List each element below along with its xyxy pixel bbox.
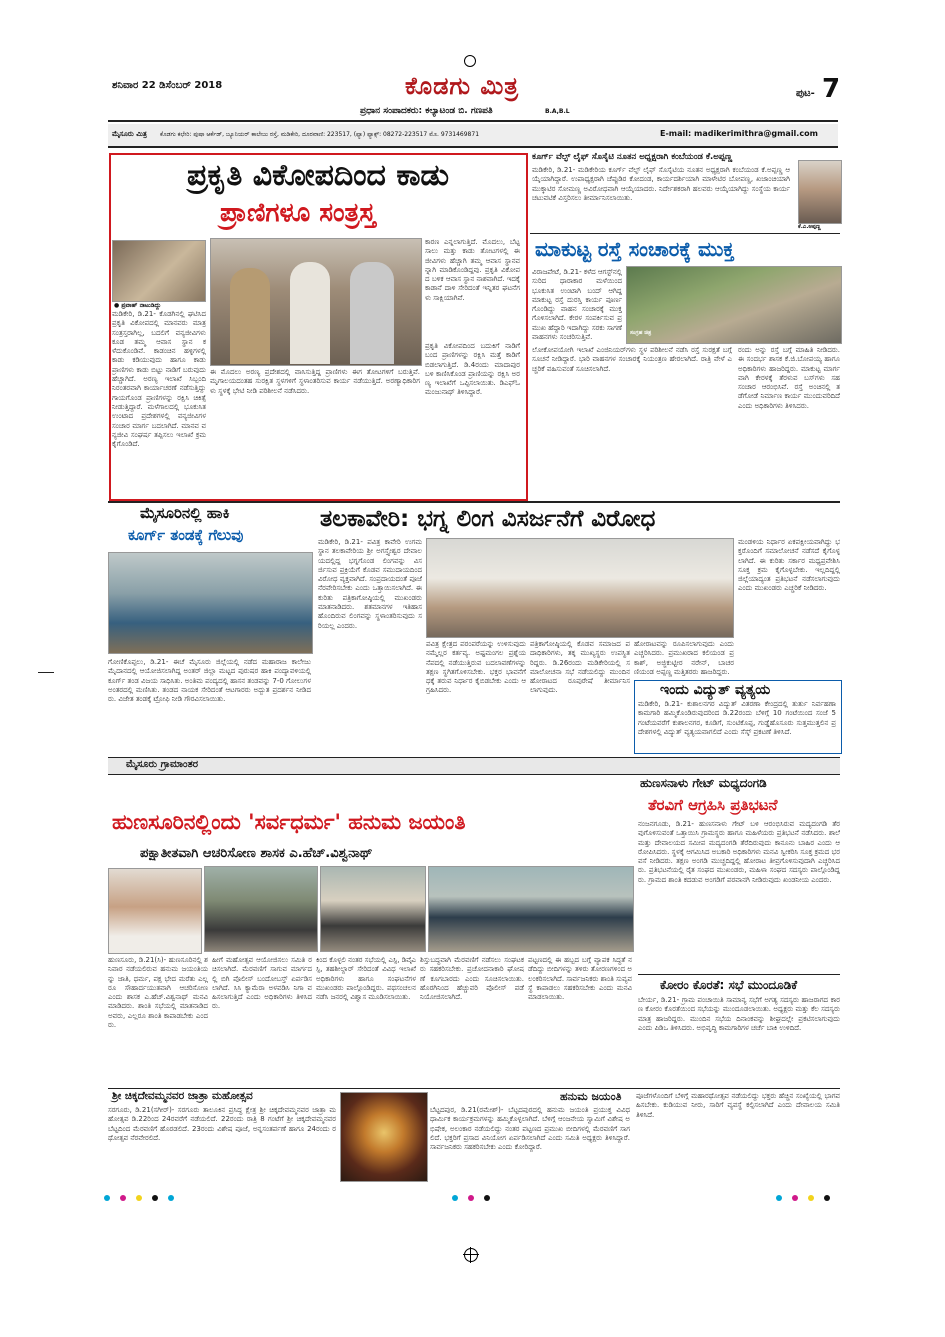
story9-headline: ಶ್ರೀ ಚಿಕ್ಕದೇವಮ್ಮನವರ ಜಾತ್ರಾ ಮಹೋತ್ಸವ [112, 1090, 253, 1102]
color-dot-icon [120, 1195, 126, 1201]
story1-body-3: ಕಾರಣ ಎನ್ನಲಾಗುತ್ತಿದೆ. ಮೊದಲು, ಬೆಟ್ಟ ಸಾಲು ಮತ್ತು ಕಾಡು ತೋಟಗಳಲ್ಲಿ ಈ ಜೀವಿಗಳು ಹೆಚ್ಚಾಗಿ ತಮ್ಮ ಆವಾಸ ಸ್ಥಾನವನ್ನಾಗಿ ಮಾಡಿಕೊಂಡಿದ್ದವು. ಪ್ರಕೃತಿ ವಿಕೋಪದ ಬಳಿಕ ಆವಾಸ ಸ್ಥಾನ ನಾಶವಾಗಿದೆ. ಇದಕ್ಕೆ ಕಾಡಾನೆ ದಾಳಿ ಸೇರಿದಂತೆ ಇನ್ನಿತರ ಘಟನೆಗಳು ಸಾಕ್ಷಿಯಾಗಿವೆ. [425, 238, 520, 302]
story3-caption: ಸಂಗ್ರಹ ಚಿತ್ರ [630, 330, 652, 336]
color-dot-icon [792, 1195, 798, 1201]
story5-body-3: ಪತ್ರಿಕಾಗೋಷ್ಠಿಯಲ್ಲಿ ಕೊಡವ ಸಮಾಜದ ಪದಾಧಿಕಾರಿಗಳು, ತಕ್ಕ ಮುಖ್ಯಸ್ಥರು ಉಪಸ್ಥಿತರಿದ್ದರು. ಡಿ.26ರಂದು ಮಡಿಕೇರಿಯಲ್ಲಿ ಸಮಾಲೋಚನಾ ಸಭೆ ನಡೆಯಲಿದ್ದು ಮುಂದಿನ ಹೋರಾಟದ ರೂಪುರೇಷೆ ತೀರ್ಮಾನಿಸಲಾಗುವುದು. [530, 640, 630, 695]
story5-body-4: ಹೋರಾಟವನ್ನು ರೂಪಿಸಲಾಗುವುದು ಎಂದು ಎಚ್ಚರಿಸಿದರು. ಪ್ರಮುಖರಾದ ಕಲಿಯಂಡ ಪ್ರಕಾಶ್, ಅಜ್ಜಿಕುಟ್ಟೀರ ನರೇನ್, ಬಾಚರಣಿಯಂಡ ಅಪ್ಪಣ್ಣ ಮತ್ತಿತರರು ಹಾಜರಿದ್ದರು. [634, 640, 734, 676]
story1-body-2: ಈ ಮೊದಲು ಅರಣ್ಯ ಪ್ರದೇಶದಲ್ಲಿ ವಾಸಿಸುತ್ತಿದ್ದ ಪ್ರಾಣಿಗಳು ಈಗ ತೋಟಗಳಿಗೆ ಬರುತ್ತಿವೆ. ಮೃಗಾಲಯದಂತಹ ಸುರಕ್ಷಿತ ಸ್ಥಳಗಳಿಗೆ ಸ್ಥಳಾಂತರಿಸುವ ಕಾರ್ಯ ನಡೆಯುತ್ತಿದೆ. ಅರಣ್ಯಾಧಿಕಾರಿಗಳು ಸ್ಥಳಕ್ಕೆ ಭೇಟಿ ನೀಡಿ ಪರಿಶೀಲನೆ ನಡೆಸಿದರು. [210, 368, 420, 395]
masthead-title: ಕೊಡಗು ಮಿತ್ರ [405, 72, 520, 100]
story8-body: ನಂಜನಗೂಡು, ಡಿ.21- ಹುಣಸನಾಳು ಗೇಟ್ ಬಳಿ ಆರಂಭಿಸಿರುವ ಮದ್ಯದಂಗಡಿ ತೆರವುಗೊಳಿಸುವಂತೆ ಒತ್ತಾಯಿಸಿ ಗ್ರಾಮಸ್ಥರು ಹಾಗೂ ಮಹಿಳೆಯರು ಪ್ರತಿಭಟನೆ ನಡೆಸಿದರು. ಶಾಲೆ ಮತ್ತು ದೇವಾಲಯದ ಸಮೀಪ ಮದ್ಯದಂಗಡಿ ತೆರೆದಿರುವುದು ಕಾನೂನು ಬಾಹಿರ ಎಂದು ಆರೋಪಿಸಿದರು. ಸ್ಥಳಕ್ಕೆ ಆಗಮಿಸಿದ ಅಬಕಾರಿ ಅಧಿಕಾರಿಗಳು ಮನವಿ ಸ್ವೀಕರಿಸಿ ಸೂಕ್ತ ಕ್ರಮದ ಭರವಸೆ ನೀಡಿದರು. ತಕ್ಷಣ ಅಂಗಡಿ ಮುಚ್ಚದಿದ್ದಲ್ಲಿ ಹೋರಾಟ ತೀವ್ರಗೊಳಿಸುವುದಾಗಿ ಎಚ್ಚರಿಸಿದರು. ಪ್ರತಿಭಟನೆಯಲ್ಲಿ ರೈತ ಸಂಘದ ಮುಖಂಡರು, ಮಹಿಳಾ ಸಂಘದ ಸದಸ್ಯರು ಪಾಲ್ಗೊಂಡಿದ್ದರು. ಗ್ರಾಮದ ಶಾಂತಿ ಕದಡುವ ಅಂಗಡಿಗೆ ಪರವಾನಗಿ ನೀಡಿರುವುದು ಖಂಡನೀಯ ಎಂದರು. [638, 820, 840, 884]
story1-body-1: ಮಡಿಕೇರಿ, ಡಿ.21- ಕೊಡಗಿನಲ್ಲಿ ಘಟಿಸಿದ ಪ್ರಕೃತಿ ವಿಕೋಪದಲ್ಲಿ ಮಾನವರು ಮಾತ್ರ ಸಂತ್ರಸ್ತರಾಗಿಲ್ಲ, ಬದಲಿಗೆ ವನ್ಯಜೀವಿಗಳು ಕೂಡ ತಮ್ಮ ಆವಾಸ ಸ್ಥಾನ ಕಳೆದುಕೊಂಡಿವೆ. ಕಾಡಂಚಿನ ಹಳ್ಳಿಗಳಲ್ಲಿ ಕಾಡು ಕಡಿಯುವುದು ಹಾಗೂ ಕಾಡು ಪ್ರಾಣಿಗಳು ಕಾಡು ಬಿಟ್ಟು ನಾಡಿಗೆ ಬರುವುದು ಹೆಚ್ಚಾಗಿದೆ. ಅರಣ್ಯ ಇಲಾಖೆ ಸಿಬ್ಬಂದಿ ನಿರಂತರವಾಗಿ ಕಾರ್ಯಾಚರಣೆ ನಡೆಸುತ್ತಿದ್ದು ಗಾಯಗೊಂಡ ಪ್ರಾಣಿಗಳನ್ನು ರಕ್ಷಿಸಿ ಚಿಕಿತ್ಸೆ ನೀಡುತ್ತಿದ್ದಾರೆ. ಮಳೆಗಾಲದಲ್ಲಿ ಭೂಕುಸಿತ ಉಂಟಾದ ಪ್ರದೇಶಗಳಲ್ಲಿ ವನ್ಯಜೀವಿಗಳ ಸಂಚಾರ ಮಾರ್ಗ ಬದಲಾಗಿದೆ. ಮಾನವ ವನ್ಯಜೀವಿ ಸಂಘರ್ಷ ತಪ್ಪಿಸಲು ಇಲಾಖೆ ಕ್ರಮ ಕೈಗೊಂಡಿದೆ. [112, 310, 206, 449]
color-dot-icon [468, 1195, 474, 1201]
page-number: 7 [822, 74, 841, 104]
story9-photo-idol [340, 1092, 428, 1182]
story3-body-3: ರಂದು ಅನ್ನು ರಸ್ತೆ ಬಗ್ಗೆ ಮಾಹಿತಿ ನೀಡಿದರು. ಈ ಸಂದರ್ಭ ಶಾಸಕ ಕೆ.ಜಿ.ಬೋಪಯ್ಯ ಹಾಗೂ ಅಧಿಕಾರಿಗಳು ಹಾಜರಿದ್ದರು. ಮಾಕುಟ್ಟ ಮಾರ್ಗವಾಗಿ ಕೇರಳಕ್ಕೆ ತೆರಳುವ ಬಸ್‌ಗಳು ಸಹ ಸಂಚಾರ ಆರಂಭಿಸಿವೆ. ರಸ್ತೆ ಅಂಚಿನಲ್ಲಿ ತಡೆಗೋಡೆ ನಿರ್ಮಾಣ ಕಾರ್ಯ ಮುಂದುವರಿದಿದೆ ಎಂದು ಅಧಿಕಾರಿಗಳು ತಿಳಿಸಿದರು. [738, 346, 840, 410]
registration-mark-icon [464, 55, 476, 67]
story4-body: ಗೋಣಿಕೊಪ್ಪಲು, ಡಿ.21- ಈಚೆ ಮೈಸೂರು ಜಿಲ್ಲೆಯಲ್ಲಿ ನಡೆದ ಮಹಾರಾಜ ಕಾಲೇಜು ಮೈದಾನದಲ್ಲಿ ಆಯೋಜಿಸಲಾಗಿದ್ದ ಅಂತರ್ ಜಿಲ್ಲಾ ಮಟ್ಟದ ಪುರುಷರ ಹಾಕಿ ಪಂದ್ಯಾವಳಿಯಲ್ಲಿ ಕೂರ್ಗ್ ತಂಡ ವಿಜಯ ಸಾಧಿಸಿತು. ಅಂತಿಮ ಪಂದ್ಯದಲ್ಲಿ ಹಾಸನ ತಂಡವನ್ನು 7-0 ಗೋಲುಗಳ ಅಂತರದಲ್ಲಿ ಮಣಿಸಿತು. ತಂಡದ ನಾಯಕ ಸೇರಿದಂತೆ ಆಟಗಾರರು ಅದ್ಭುತ ಪ್ರದರ್ಶನ ನೀಡಿದರು. ವಿಜೇತ ತಂಡಕ್ಕೆ ಟ್ರೋಫಿ ನೀಡಿ ಗೌರವಿಸಲಾಯಿತು. [108, 658, 311, 704]
story1-photo-figure-3 [350, 262, 394, 364]
story3-body-2: ಲೋಕೋಪಯೋಗಿ ಇಲಾಖೆ ಎಂಜಿನಿಯರ್‌ಗಳು ಸ್ಥಳ ಪರಿಶೀಲನೆ ನಡೆಸಿ ರಸ್ತೆ ಸುರಕ್ಷತೆ ಬಗ್ಗೆ ಸೂಚನೆ ನೀಡಿದ್ದಾರೆ. ಭಾರಿ ವಾಹನಗಳ ಸಂಚಾರಕ್ಕೆ ನಿಯಂತ್ರಣ ಹೇರಲಾಗಿದೆ. ರಾತ್ರಿ ವೇಳೆ ಎಚ್ಚರಿಕೆ ವಹಿಸುವಂತೆ ಸೂಚಿಸಲಾಗಿದೆ. [532, 346, 732, 373]
story8-headline-2: ತೆರವಿಗೆ ಆಗ್ರಹಿಸಿ ಪ್ರತಿಭಟನೆ [648, 796, 778, 814]
story2-caption: ಕೆ.ಎ.ಅಪ್ಪಣ್ಣ [798, 224, 821, 230]
story2-rule [530, 233, 840, 234]
margin-tick [38, 672, 54, 673]
story4-photo-team [108, 552, 313, 654]
color-dot-icon [152, 1195, 158, 1201]
strip-office: ಕೊಡಗು ಕಛೇರಿ: ಪುಷಾ ಆರ್ಕೆಡ್, ಜ್ಯೂನಿಯರ್ ಕಾಲೇಜು ರಸ್ತೆ, ಮಡಿಕೇರಿ, ದೂರವಾಣಿ: 223517, (ಫ್ಯಾ) ಫ್ಯಾಕ್ಸ್: 08272-223517 ಮೊ. 9731469871 [160, 131, 480, 138]
story10-body: ಬೆಟ್ಟದಪುರ, ಡಿ.21(ರಮೇಶ್)- ಬೆಟ್ಟದಪುರದಲ್ಲಿ ಹನುಮ ಜಯಂತಿ ಪ್ರಯುಕ್ತ ವಿವಿಧ ಧಾರ್ಮಿಕ ಕಾರ್ಯಕ್ರಮಗಳನ್ನು ಹಮ್ಮಿಕೊಳ್ಳಲಾಗಿದೆ. ಬೆಳಿಗ್ಗೆ ಆಂಜನೇಯ ಸ್ವಾಮಿಗೆ ವಿಶೇಷ ಅಭಿಷೇಕ, ಅಲಂಕಾರ ನಡೆಯಲಿದ್ದು ನಂತರ ಪಟ್ಟಣದ ಪ್ರಮುಖ ಬೀದಿಗಳಲ್ಲಿ ಮೆರವಣಿಗೆ ಸಾಗಲಿದೆ. ಭಕ್ತರಿಗೆ ಪ್ರಸಾದ ವಿನಿಯೋಗ ಏರ್ಪಡಿಸಲಾಗಿದೆ ಎಂದು ಸಮಿತಿ ಅಧ್ಯಕ್ಷರು ತಿಳಿಸಿದ್ದಾರೆ. ಸಾರ್ವಜನಿಕರು ಸಹಕರಿಸಬೇಕು ಎಂದು ಕೋರಿದ್ದಾರೆ. [430, 1106, 630, 1152]
story3-body-1: ವಿರಾಜಪೇಟೆ, ಡಿ.21- ಕಳೆದ ಆಗಸ್ಟ್‌ನಲ್ಲಿ ಸುರಿದ ಧಾರಾಕಾರ ಮಳೆಯಿಂದ ಭೂಕುಸಿತ ಉಂಟಾಗಿ ಬಂದ್ ಆಗಿದ್ದ ಮಾಕುಟ್ಟ ರಸ್ತೆ ದುರಸ್ತಿ ಕಾರ್ಯ ಪೂರ್ಣಗೊಂಡಿದ್ದು ವಾಹನ ಸಂಚಾರಕ್ಕೆ ಮುಕ್ತಗೊಳಿಸಲಾಗಿದೆ. ಕೇರಳ ಸಂಪರ್ಕಿಸುವ ಪ್ರಮುಖ ಹೆದ್ದಾರಿ ಇದಾಗಿದ್ದು ಸರಕು ಸಾಗಣೆ ವಾಹನಗಳು ಸಂಚರಿಸುತ್ತಿವೆ. [532, 268, 622, 342]
strip-email: E-mail: madikerimithra@gmail.com [660, 129, 818, 138]
masthead-rule [108, 120, 838, 122]
story9-body: ಸರಗೂರು, ಡಿ.21(ಸಗೀರ್)- ಸರಗೂರು ತಾಲೂಕಿನ ಪ್ರಸಿದ್ಧ ಕ್ಷೇತ್ರ ಶ್ರೀ ಚಿಕ್ಕದೇವಮ್ಮನವರ ಜಾತ್ರಾ ಮಹೋತ್ಸವ ಡಿ.22ರಿಂದ 24ರವರೆಗೆ ನಡೆಯಲಿದೆ. 22ರಂದು ರಾತ್ರಿ 8 ಗಂಟೆಗೆ ಶ್ರೀ ಚಿಕ್ಕದೇವಮ್ಮನವರ ಬೆಟ್ಟದಿಂದ ಮೆರವಣಿಗೆ ಹೊರಡಲಿದೆ. 23ರಂದು ವಿಶೇಷ ಪೂಜೆ, ಅನ್ನಸಂತರ್ಪಣೆ ಹಾಗೂ 24ರಂದು ರಥೋತ್ಸವ ನೆರವೇರಲಿದೆ. [108, 1106, 336, 1142]
story8-rule [638, 974, 840, 975]
color-dot-icon [776, 1195, 782, 1201]
story2-body: ಮಡಿಕೇರಿ, ಡಿ.21- ಮಡಿಕೇರಿಯ ಕೂರ್ಗ್ ವೆಲ್ಫ್ ಲೈಫ್ ಸೊಸೈಟಿಯ ನೂತನ ಅಧ್ಯಕ್ಷರಾಗಿ ಕಂಬೆಯಂಡ ಕೆ.ಅಪ್ಪಣ್ಣ ಆಯ್ಕೆಯಾಗಿದ್ದಾರೆ. ಉಪಾಧ್ಯಕ್ಷರಾಗಿ ಚೆಪ್ಪುಡಿರ ಕೋದಂಡ, ಕಾರ್ಯದರ್ಶಿಯಾಗಿ ಮಾಳೇಟಿರ ಬೋಪಣ್ಣ, ಖಜಾಂಚಿಯಾಗಿ ಮುಕ್ಕಾಟಿರ ಸೋಮಣ್ಣ ಅವಿರೋಧವಾಗಿ ಆಯ್ಕೆಯಾದರು. ನಿರ್ದೇಶಕರಾಗಿ ಹಲವರು ಆಯ್ಕೆಯಾಗಿದ್ದು ಸಂಸ್ಥೆಯ ಕಾರ್ಯ ಚಟುವಟಿಕೆ ವಿಸ್ತರಿಸಲು ತೀರ್ಮಾನಿಸಲಾಯಿತು. [532, 166, 790, 202]
story7-body-4: ಶಿಸ್ತುಬದ್ಧವಾಗಿ ಮೆರವಣಿಗೆ ನಡೆಸಲು ಸಂಘಟಕರು ಸಹಕರಿಸಬೇಕು. ಪ್ರಚೋದನಾಕಾರಿ ಘೋಷಣೆ ಕೂಗಬಾರದು ಎಂದು ಸೂಚಿಸಲಾಯಿತು. ಹೊರಗಿನಿಂದ ಹೆಚ್ಚುವರಿ ಪೊಲೀಸ್ ಪಡೆ ನಿಯೋಜಿಸಲಾಗಿದೆ. [420, 956, 524, 1002]
story7-photo-march-1 [204, 866, 318, 952]
story7-body-2: ಹೀಗೆ ಮಹೋತ್ಸವ ಆಯೋಜಿಸಲು ಸಮಿತಿ ರಚಿಸಲಾಗಿದೆ. ಮೆರವಣಿಗೆ ಸಾಗುವ ಮಾರ್ಗದಲ್ಲಿ ಬಿಗಿ ಪೊಲೀಸ್ ಬಂದೋಬಸ್ತ್ ಏರ್ಪಡಿಸಲಾಗಿದೆ. ಸಿಸಿ ಕ್ಯಾಮೆರಾ ಅಳವಡಿಸಿ ನಿಗಾ ವಹಿಸಲಾಗುತ್ತಿದೆ ಎಂದು ಅಧಿಕಾರಿಗಳು ತಿಳಿಸಿದರು. [212, 956, 312, 1011]
story7-body-5: ಪಟ್ಟಣದಲ್ಲಿ ಈ ಹಬ್ಬದ ಬಗ್ಗೆ ವ್ಯಾಪಕ ಸಿದ್ಧತೆ ನಡೆದಿದ್ದು ಬೀದಿಗಳನ್ನು ತಳಿರು ತೋರಣಗಳಿಂದ ಅಲಂಕರಿಸಲಾಗಿದೆ. ಸಾರ್ವಜನಿಕರು ಶಾಂತಿ ಸುವ್ಯವಸ್ಥೆ ಕಾಪಾಡಲು ಸಹಕರಿಸಬೇಕು ಎಂದು ಮನವಿ ಮಾಡಲಾಯಿತು. [528, 956, 632, 1002]
story1-body-4: ಪ್ರಕೃತಿ ವಿಕೋಪದಿಂದ ಬದುಕಿಗೆ ನಾಡಿಗೆ ಬಂದ ಪ್ರಾಣಿಗಳನ್ನು ರಕ್ಷಿಸಿ ಮತ್ತೆ ಕಾಡಿಗೆ ಬಿಡಲಾಗುತ್ತಿದೆ. ಡಿ.4ರಂದು ಮಾದಾಪುರ ಬಳಿ ಕಾಣಿಸಿಕೊಂಡ ಪ್ರಾಣಿಯನ್ನು ರಕ್ಷಿಸಿ ಅರಣ್ಯ ಇಲಾಖೆಗೆ ಒಪ್ಪಿಸಲಾಯಿತು. ಡಿಎಫ್‌ಓ ಮಂಜುನಾಥ್ ತಿಳಿಸಿದ್ದಾರೆ. [425, 342, 520, 397]
color-dot-icon [452, 1195, 458, 1201]
masthead-date: ಶನಿವಾರ 22 ಡಿಸೆಂಬರ್ 2018 [112, 80, 223, 91]
color-dot-icon [104, 1195, 110, 1201]
color-dot-icon [136, 1195, 142, 1201]
strip-name: ಮೈಸೂರು ಮಿತ್ರ [112, 130, 147, 138]
story6-headline: ಇಂದು ವಿದ್ಯುತ್ ವ್ಯತ್ಯಯ [660, 682, 771, 698]
story3-headline: ಮಾಕುಟ್ಟ ರಸ್ತೆ ಸಂಚಾರಕ್ಕೆ ಮುಕ್ತ [535, 237, 735, 261]
story7-headline: ಹುಣಸೂರಿನಲ್ಲಿಂದು 'ಸರ್ವಧರ್ಮ' ಹನುಮ ಜಯಂತಿ [112, 810, 466, 834]
story1-photo-figure-2 [290, 262, 330, 364]
story1-photo-animal [112, 240, 206, 302]
story6-body: ಮಡಿಕೇರಿ, ಡಿ.21- ಕುಶಾಲನಗರ ವಿದ್ಯುತ್ ವಿತರಣಾ ಕೇಂದ್ರದಲ್ಲಿ ತುರ್ತು ನಿರ್ವಹಣಾ ಕಾಮಗಾರಿ ಹಮ್ಮಿಕೊಂಡಿರುವುದರಿಂದ ಡಿ.22ರಂದು ಬೆಳಿಗ್ಗೆ 10 ಗಂಟೆಯಿಂದ ಸಂಜೆ 5 ಗಂಟೆಯವರೆಗೆ ಕುಶಾಲನಗರ, ಕೂಡಿಗೆ, ಸುಂಟಿಕೊಪ್ಪ, ಗುಡ್ಡೆಹೊಸೂರು ಸುತ್ತಮುತ್ತಲಿನ ಪ್ರದೇಶಗಳಲ್ಲಿ ವಿದ್ಯುತ್ ವ್ಯತ್ಯಯವಾಗಲಿದೆ ಎಂದು ಸೆಸ್ಕ್ ಪ್ರಕಟಣೆ ತಿಳಿಸಿದೆ. [638, 700, 836, 736]
color-dot-icon [168, 1195, 174, 1201]
row3-rule [108, 1088, 840, 1089]
story8-sub-headline: ಕೋರಂ ಕೊರತೆ: ಸಭೆ ಮುಂದೂಡಿಕೆ [660, 978, 798, 992]
story5-body-5: ಮಂಡಳಿಯ ನಿರ್ಧಾರ ಏಕಪಕ್ಷೀಯವಾಗಿದ್ದು ಭಕ್ತರೊಂದಿಗೆ ಸಮಾಲೋಚನೆ ನಡೆಸದೆ ಕೈಗೊಳ್ಳಲಾಗಿದೆ. ಈ ಕುರಿತು ಸರ್ಕಾರ ಮಧ್ಯಪ್ರವೇಶಿಸಿ ಸೂಕ್ತ ಕ್ರಮ ಕೈಗೊಳ್ಳಬೇಕು. ಇಲ್ಲದಿದ್ದಲ್ಲಿ ಜಿಲ್ಲೆಯಾದ್ಯಂತ ಪ್ರತಿಭಟನೆ ನಡೆಸಲಾಗುವುದು ಎಂದು ಮುಖಂಡರು ಎಚ್ಚರಿಕೆ ನೀಡಿದರು. [738, 538, 840, 593]
story7-portrait [108, 868, 202, 954]
story7-subhead: ಪಕ್ಷಾತೀತವಾಗಿ ಆಚರಿಸೋಣ ಶಾಸಕ ಎ.ಹೆಚ್.ವಿಶ್ವನಾಥ್ [140, 846, 373, 861]
story7-body-3: ಕಿಂದ ಕೊಳ್ಳಲಿ ನಂತರ ಸಭೆಯಲ್ಲಿ ಎಸ್ಪಿ, ಡಿವೈಎಸ್ಪಿ, ತಹಶೀಲ್ದಾರ್ ಸೇರಿದಂತೆ ವಿವಿಧ ಇಲಾಖೆ ಅಧಿಕಾರಿಗಳು ಹಾಗೂ ಸಂಘಟನೆಗಳ ಮುಖಂಡರು ಪಾಲ್ಗೊಂಡಿದ್ದರು. ಪಥಸಂಚಲನ ನಡೆಸಿ ಜನರಲ್ಲಿ ವಿಶ್ವಾಸ ಮೂಡಿಸಲಾಯಿತು. [316, 956, 416, 1002]
story3-photo-road [626, 266, 842, 344]
story1-caption: ● ಪ್ರವಾಹ್ ನಾಟುಡಿದ್ದು [114, 302, 161, 309]
story5-body-1: ಮಡಿಕೇರಿ, ಡಿ.21- ಪವಿತ್ರ ಕಾವೇರಿ ಉಗಮ ಸ್ಥಾನ ತಲಕಾವೇರಿಯ ಶ್ರೀ ಅಗಸ್ತ್ಯೇಶ್ವರ ದೇವಾಲಯದಲ್ಲಿದ್ದ ಭಗ್ನಗೊಂಡ ಲಿಂಗವನ್ನು ವಿಸರ್ಜಿಸುವ ಪ್ರಕ್ರಿಯೆಗೆ ಕೊಡವ ಸಮುದಾಯದಿಂದ ವಿರೋಧ ವ್ಯಕ್ತವಾಗಿದೆ. ಸಂಪ್ರದಾಯದಂತೆ ಪೂಜೆ ನೆರವೇರಿಸಬೇಕು ಎಂದು ಒತ್ತಾಯಿಸಲಾಗಿದೆ. ಈ ಕುರಿತು ಪತ್ರಿಕಾಗೋಷ್ಠಿಯಲ್ಲಿ ಮುಖಂಡರು ಮಾತನಾಡಿದರು. ಶತಮಾನಗಳ ಇತಿಹಾಸ ಹೊಂದಿರುವ ಲಿಂಗವನ್ನು ಸ್ಥಳಾಂತರಿಸುವುದು ಸರಿಯಲ್ಲ ಎಂದರು. [318, 538, 422, 630]
masthead-editor: ಪ್ರಧಾನ ಸಂಪಾದಕರು: ಕಲ್ಯಾಟಂಡ ಬಿ. ಗಣಪತಿ [360, 106, 493, 116]
story5-body-2: ಪವಿತ್ರ ಕ್ಷೇತ್ರದ ಪರಂಪರೆಯನ್ನು ಉಳಿಸುವುದು ನಮ್ಮೆಲ್ಲರ ಕರ್ತವ್ಯ. ಅಷ್ಟಮಂಗಲ ಪ್ರಶ್ನೆಯ ನೆಪದಲ್ಲಿ ನಡೆಯುತ್ತಿರುವ ಬದಲಾವಣೆಗಳನ್ನು ತಕ್ಷಣ ಸ್ಥಗಿತಗೊಳಿಸಬೇಕು. ಭಕ್ತರ ಭಾವನೆಗೆ ಧಕ್ಕೆ ತರುವ ನಿರ್ಧಾರ ಕೈಬಿಡಬೇಕು ಎಂದು ಆಗ್ರಹಿಸಿದರು. [426, 640, 526, 695]
story2-portrait [798, 160, 842, 224]
story2-kicker: ಕೂರ್ಗ್ ವೆಲ್ಫ್ ಲೈಫ್ ಸೊಸೈಟಿ ನೂತನ ಅಧ್ಯಕ್ಷರಾಗಿ ಕಂಬೆಯಂಡ ಕೆ.ಅಪ್ಪಣ್ಣ [532, 152, 733, 162]
story1-headline-1: ಪ್ರಕೃತಿ ವಿಕೋಪದಿಂದ ಕಾಡು [186, 158, 450, 193]
row1-rule [108, 501, 840, 503]
color-dot-icon [484, 1195, 490, 1201]
story8-headline-1: ಹುಣಸನಾಳು ಗೇಟ್ ಮಧ್ಯದಂಗಡಿ [640, 776, 767, 790]
masthead-editor-degree: B.A,B.L [545, 108, 570, 115]
story7-photo-vans [428, 866, 634, 952]
page-label: ಪುಟ- [796, 88, 815, 99]
story7-photo-march-2 [320, 866, 426, 952]
section-label: ಮೈಸೂರು ಗ್ರಾಮಾಂತರ [126, 759, 199, 770]
story5-photo-press [426, 538, 734, 638]
color-dot-icon [808, 1195, 814, 1201]
story4-headline-1: ಮೈಸೂರಿನಲ್ಲಿ ಹಾಕಿ [140, 504, 230, 522]
story4-headline-2: ಕೂರ್ಗ್ ತಂಡಕ್ಕೆ ಗೆಲುವು [128, 526, 244, 544]
story5-headline: ತಲಕಾವೇರಿ: ಭಗ್ನ ಲಿಂಗ ವಿಸರ್ಜನೆಗೆ ವಿರೋಧ [320, 506, 656, 532]
story7-body-1: ಹುಣಸೂರು, ಡಿ.21(ಸಿ)- ಹುಣಸೂರಿನಲ್ಲಿ ಶನಿವಾರ ನಡೆಯಲಿರುವ ಹನುಮ ಜಯಂತಿಯನ್ನು ಜಾತಿ, ಧರ್ಮ, ಪಕ್ಷ ಭೇದ ಮರೆತು ಎಲ್ಲರೂ ಸೌಹಾರ್ದಯುತವಾಗಿ ಆಚರಿಸೋಣ ಎಂದು ಶಾಸಕ ಎ.ಹೆಚ್.ವಿಶ್ವನಾಥ್ ಮನವಿ ಮಾಡಿದರು. ಶಾಂತಿ ಸಭೆಯಲ್ಲಿ ಮಾತನಾಡಿದ ಅವರು, ಎಲ್ಲರೂ ಶಾಂತಿ ಕಾಪಾಡಬೇಕು ಎಂದರು. [108, 956, 208, 1030]
section-band [108, 757, 840, 775]
story8-sub-body: ಬೇರ್ಯ, ಡಿ.21- ಗ್ರಾಮ ಪಂಚಾಯಿತಿ ಸಾಮಾನ್ಯ ಸಭೆಗೆ ಅಗತ್ಯ ಸದಸ್ಯರು ಹಾಜರಾಗದ ಕಾರಣ ಕೋರಂ ಕೊರತೆಯಿಂದ ಸಭೆಯನ್ನು ಮುಂದೂಡಲಾಯಿತು. ಅಧ್ಯಕ್ಷರು ಮತ್ತು ಕೆಲ ಸದಸ್ಯರು ಮಾತ್ರ ಹಾಜರಿದ್ದರು. ಮುಂದಿನ ಸಭೆಯ ದಿನಾಂಕವನ್ನು ಶೀಘ್ರದಲ್ಲೇ ಪ್ರಕಟಿಸಲಾಗುವುದು ಎಂದು ಪಿಡಿಒ ತಿಳಿಸಿದರು. ಅಭಿವೃದ್ಧಿ ಕಾಮಗಾರಿಗಳ ಚರ್ಚೆ ಬಾಕಿ ಉಳಿದಿದೆ. [638, 996, 840, 1032]
registration-mark-icon [464, 1248, 478, 1262]
story1-photo-figure-1 [230, 268, 270, 364]
color-dot-icon [824, 1195, 830, 1201]
story1-headline-2: ಪ್ರಾಣಿಗಳೂ ಸಂತ್ರಸ್ತ [220, 198, 376, 228]
story9-body-2: ಪೂಜೆಗಳೊಂದಿಗೆ ಬೆಳಿಗ್ಗೆ ಮಹಾರಥೋತ್ಸವ ನಡೆಯಲಿದ್ದು ಭಕ್ತರು ಹೆಚ್ಚಿನ ಸಂಖ್ಯೆಯಲ್ಲಿ ಭಾಗವಹಿಸಬೇಕು. ಕುಡಿಯುವ ನೀರು, ಸಾರಿಗೆ ವ್ಯವಸ್ಥೆ ಕಲ್ಪಿಸಲಾಗಿದೆ ಎಂದು ದೇವಾಲಯ ಸಮಿತಿ ತಿಳಿಸಿದೆ. [636, 1092, 840, 1119]
story10-headline: ಹನುಮ ಜಯಂತಿ [560, 1090, 622, 1103]
